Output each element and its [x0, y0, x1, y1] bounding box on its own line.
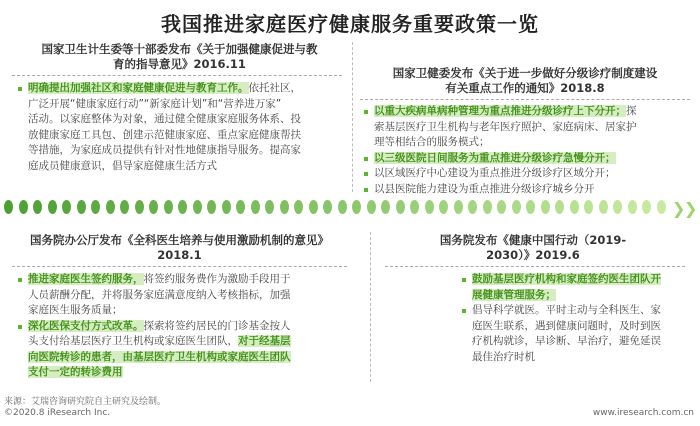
timeline-dot: [309, 200, 318, 214]
timeline-dot: [483, 200, 492, 214]
divider: [12, 75, 342, 76]
timeline-dot: [294, 200, 303, 214]
column-separator: [370, 232, 371, 382]
timeline-dot: [62, 200, 71, 214]
timeline-dot: [642, 200, 651, 214]
timeline-dot: [338, 200, 347, 214]
policy-heading-2019: 国务院发布《健康中国行动（2019- 2030）》2019.6: [439, 233, 627, 262]
policy-heading-2018-1: 国务院办公厅发布《全科医生培养与使用激励机制的意见》 2018.1: [30, 233, 329, 262]
divider: [385, 266, 685, 267]
timeline-dot: [178, 200, 187, 214]
policy-content-2019: 鼓励基层医疗机构和家庭签约医生团队开 展健康管理服务； 倡导科学就医。平时主动与全科医生、家 庭医生联系，遇到健康问题时，及时到医 疗机构就诊，早诊断、早治疗，避免延误 最佳治疗时机: [462, 272, 692, 365]
timeline-dot: [77, 200, 86, 214]
policy-heading-2018-8: 国家卫健委发布《关于进一步做好分级诊疗制度建设 有关重点工作的通知》2018.8: [392, 66, 658, 95]
timeline-dot: [33, 200, 42, 214]
timeline-dot: [367, 200, 376, 214]
timeline-dot: [599, 200, 608, 214]
timeline-dot: [207, 200, 216, 214]
timeline-dot: [410, 200, 419, 214]
timeline-dot: [164, 200, 173, 214]
timeline-dot: [425, 200, 434, 214]
copyright: ©2020.8 iResearch Inc.: [4, 408, 111, 418]
timeline-dot: [396, 200, 405, 214]
bullet-item: 以重大疾病单病种管理为重点推进分级诊疗上下分开；探: [364, 104, 694, 120]
timeline-dot: [106, 200, 115, 214]
timeline-dot: [570, 200, 579, 214]
timeline-dot: [584, 200, 593, 214]
timeline-dot: [454, 200, 463, 214]
timeline-dot: [149, 200, 158, 214]
timeline-dot: [135, 200, 144, 214]
bullet-item: 以区域医疗中心建设为重点推进分级诊疗区域分开；: [364, 166, 694, 182]
policy-heading-2016: 国家卫生计生委等十部委发布《关于加强健康促进与教 育的指导意见》2016.11: [41, 42, 318, 71]
timeline-dot: [48, 200, 57, 214]
page-title: 我国推进家庭医疗健康服务重要政策一览: [161, 12, 539, 36]
timeline-dot: [352, 200, 361, 214]
divider: [12, 266, 347, 267]
bullet-item: 明确提出加强社区和家庭健康促进与教育工作。依托社区，: [18, 81, 348, 97]
policy-content-2018-8: 以重大疾病单病种管理为重点推进分级诊疗上下分开；探 索基层医疗卫生机构与老年医疗照护、家庭病床、居家护 理等相结合的服务模式； 以三级医院日间服务为重点推进分级诊疗急慢分开； 以区域医疗中心建设为重点推进分级诊疗区域分开； 以县医院能力建设为重点推进分级诊疗城乡分开: [364, 104, 694, 197]
timeline-dot: [120, 200, 129, 214]
timeline-dot: [628, 200, 637, 214]
timeline-dot: [555, 200, 564, 214]
bullet-item: 以县医院能力建设为重点推进分级诊疗城乡分开: [364, 182, 694, 198]
chevron-right-icon: ❯: [672, 199, 686, 218]
timeline-dot: [613, 200, 622, 214]
timeline-dot: [280, 200, 289, 214]
policy-content-2016: 明确提出加强社区和家庭健康促进与教育工作。依托社区， 广泛开展“健康家庭行动”“新家庭计划”和“营养进万家” 活动。以家庭整体为对象，通过健全健康家庭服务体系、投 放健康家庭工具包、创建示范健康家庭、重点家庭健康帮扶 等措施，为家庭成员提供有针对性地健康指导服务。提高家 庭成员健康意识，倡导家庭健康生活方式: [18, 81, 348, 174]
timeline-dot: [19, 200, 28, 214]
timeline-dot: [222, 200, 231, 214]
timeline-dot: [381, 200, 390, 214]
source-note: 来源：艾瑞咨询研究院自主研究及绘制。: [4, 397, 167, 407]
website-link[interactable]: www.iresearch.com.cn: [592, 408, 694, 418]
timeline-dots: [0, 200, 700, 216]
timeline-dot: [526, 200, 535, 214]
timeline-dot: [657, 200, 666, 214]
timeline-dot: [512, 200, 521, 214]
bullet-item: 以三级医院日间服务为重点推进分级诊疗急慢分开；: [364, 151, 694, 167]
timeline-dot: [265, 200, 274, 214]
timeline-dot: [497, 200, 506, 214]
timeline-dot: [236, 200, 245, 214]
policy-content-2018-1: 推进家庭医生签约服务，将签约服务费作为激励手段用于 人员薪酬分配，并将服务家庭满意度纳入考核指标，加强 家庭医生服务质量； 深化医保支付方式改革。探索将签约居民的门诊基金按人 头支付给基层医疗卫生机构或家庭医生团队，对于经基层 向医院转诊的患者，由基层医疗卫生机构或家庭医生团队 支付一定的转诊费用: [18, 272, 358, 381]
timeline-dot: [251, 200, 260, 214]
chevron-right-icon: ❯: [684, 199, 698, 218]
timeline-dot: [541, 200, 550, 214]
timeline-dot: [323, 200, 332, 214]
bullet-item: 深化医保支付方式改革。探索将签约居民的门诊基金按人: [18, 319, 358, 335]
timeline-dot: [193, 200, 202, 214]
timeline-dot: [468, 200, 477, 214]
column-separator: [352, 42, 353, 192]
timeline-dot: [439, 200, 448, 214]
bullet-item: 推进家庭医生签约服务，将签约服务费作为激励手段用于: [18, 272, 358, 288]
bullet-item: 倡导科学就医。平时主动与全科医生、家: [462, 303, 692, 319]
bullet-item: 鼓励基层医疗机构和家庭签约医生团队开: [462, 272, 692, 288]
timeline-dot: [4, 200, 13, 214]
timeline-dot: [91, 200, 100, 214]
divider: [360, 99, 690, 100]
